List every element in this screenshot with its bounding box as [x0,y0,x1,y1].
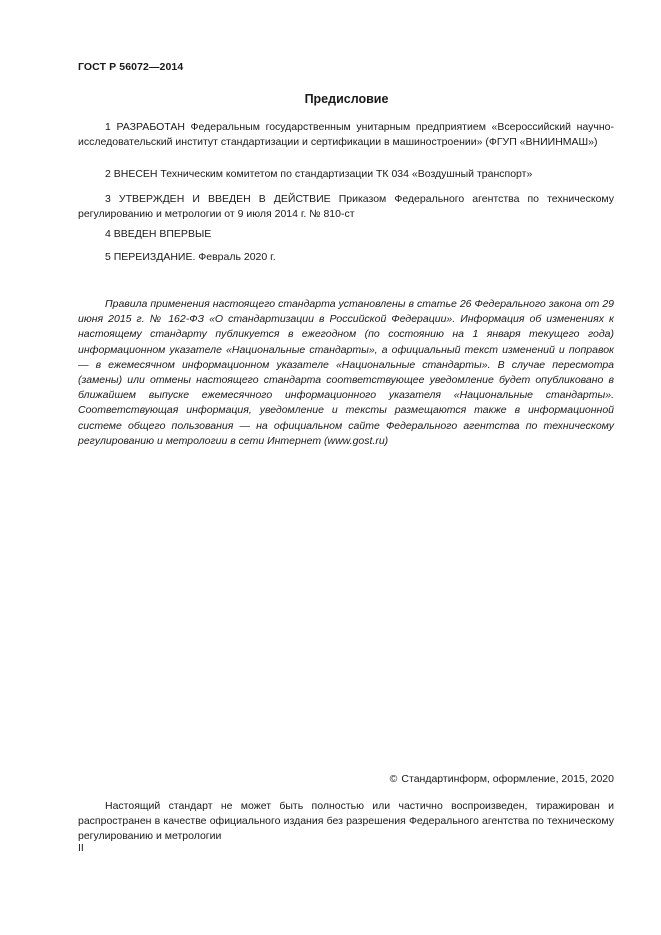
preface-item-submitted: 2 ВНЕСЕН Техническим комитетом по стандартизации ТК 034 «Воздушный транспорт» [105,168,533,180]
preface-item-reissue: 5 ПЕРЕИЗДАНИЕ. Февраль 2020 г. [105,251,276,263]
preface-item-introduced: 4 ВВЕДЕН ВПЕРВЫЕ [105,228,212,240]
application-rules-notice: Правила применения настоящего стандарта установлены в статье 26 Федерального закона от 29 июня 2015 г. № 162-ФЗ «О стандартизации в Российской Федерации». Информация об изменениях к настоящему стандарту публикуется в ежегодном (по состоянию на 1 января текущего года) информационном указателе «Национальные стандарты», а официальный текст изменений и поправок — в ежемесячном информационном указателе «Национальные стандарты». В случае пересмотра (замены) или отмены настоящего стандарта соответствующее уведомление будет опубликовано в ближайшем выпуске ежемесячного информационного указателя «Национальные стандарты». Соответствующая информация, уведомление и тексты размещаются также в информационной системе общего пользования — на официальном сайте Федерального агентства по техническому регулированию и метрологии в сети Интернет (www.gost.ru) [78,298,614,447]
preface-title: Предисловие [304,92,389,106]
reproduction-notice: Настоящий стандарт не может быть полностью или частично воспроизведен, тиражирован и распространен в качестве официального издания без разрешения Федерального агентства по техническому регулированию и метрологии [78,800,614,842]
copyright-icon: © [389,773,398,785]
page-number: II [78,842,84,854]
preface-item-developed: 1 РАЗРАБОТАН Федеральным государственным унитарным предприятием «Всероссийский научно-исследовательский институт стандартизации и сертификации в машиностроении» (ФГУП «ВНИИНМАШ») [78,121,614,149]
copyright-text: Стандартинформ, оформление, 2015, 2020 [401,773,614,785]
preface-item-approved: 3 УТВЕРЖДЕН И ВВЕДЕН В ДЕЙСТВИЕ Приказом Федерального агентства по техническому регулированию и метрологии от 9 июля 2014 г. № 810-ст [78,193,614,221]
copyright-line [390,773,614,785]
page-header-standard-code: ГОСТ Р 56072—2014 [78,61,184,73]
